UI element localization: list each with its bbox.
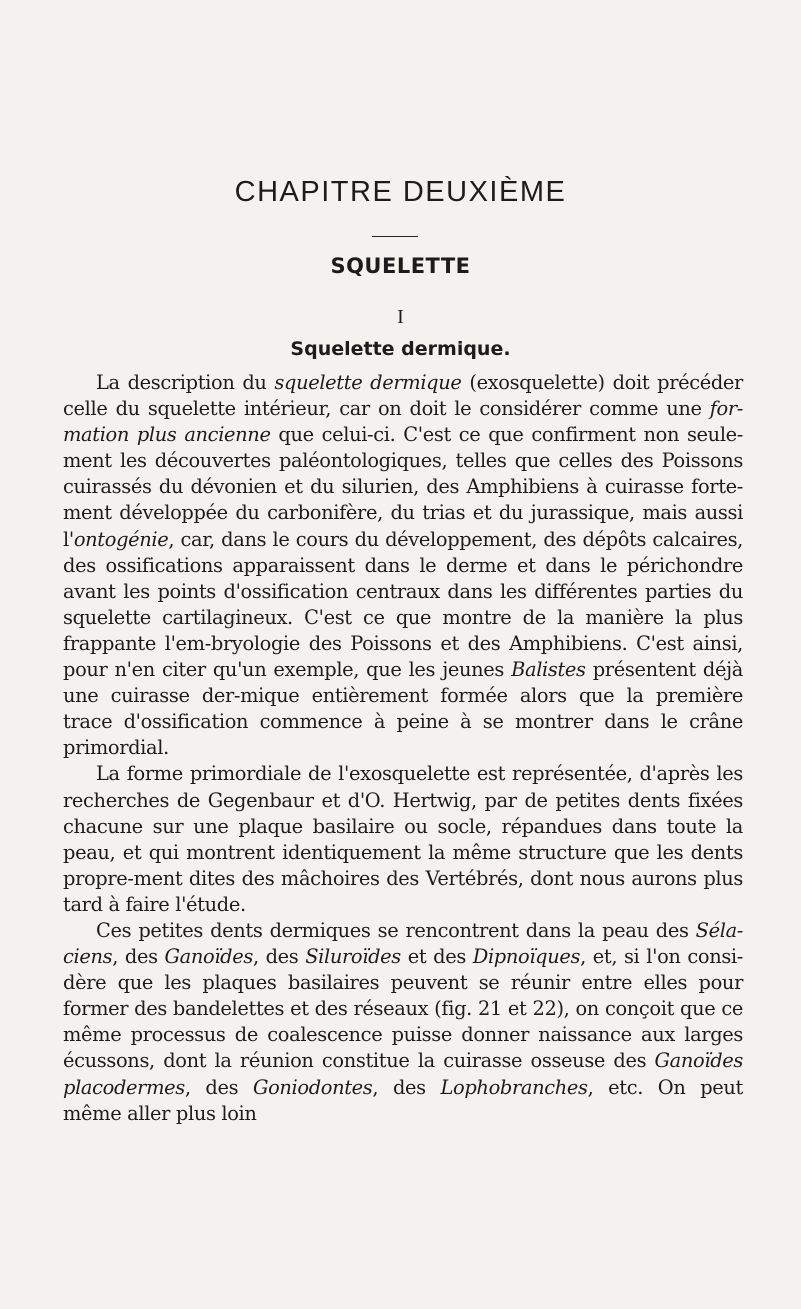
text-run: et des — [400, 945, 473, 969]
subsection-title: Squelette dermique. — [290, 338, 511, 360]
text-run: , et, si l'on consi-dère que les plaques basilaires peuvent se réunir entre elles pour former des bandelettes et des réseaux (fig. 21 et 22), on conçoit que ce même processus de coalescence puisse donner naissance aux larges écussons, dont la réunion constitue la cuirasse osseuse des — [63, 945, 743, 1073]
paragraph — [63, 761, 743, 918]
text-run: , des — [184, 1075, 253, 1099]
italic-text: Dipnoïques — [472, 945, 581, 969]
text-run: présentent déjà une cuirasse der-mique entièrement formée alors que la première trace d'ossification commence à peine à se montrer dans le crâne primordial. — [63, 658, 743, 760]
italic-text: Goniodontes — [252, 1075, 373, 1099]
body-text — [63, 370, 743, 1127]
text-run: La forme primordiale de l'exosquelette est représentée, d'après les recherches de Gegenbaur et d'O. Hertwig, par de petites dents fixées chacune sur une plaque basilaire ou socle, répandues dans toute la peau, et qui montrent identiquement la même structure que les dents propre-ment dites des mâchoires des Vertébrés, dont nous aurons plus tard à faire l'étude. — [63, 762, 743, 916]
paragraph — [63, 370, 743, 761]
italic-text: for-mation plus ancienne — [63, 397, 743, 447]
paragraph — [63, 918, 743, 1127]
italic-text: Siluroïdes — [305, 945, 401, 969]
text-run: Ces petites dents dermiques se rencontrent dans la peau des — [96, 918, 696, 942]
text-run: , etc. On peut même aller plus loin — [63, 1075, 743, 1125]
italic-text: Lophobranches — [440, 1075, 588, 1099]
italic-text: Ganoïdes placodermes — [63, 1049, 743, 1099]
text-run: , des — [112, 945, 165, 969]
italic-text: squelette dermique — [274, 371, 462, 394]
section-title: SQUELETTE — [330, 254, 471, 278]
heading-divider — [372, 236, 418, 237]
italic-text: Balistes — [511, 658, 586, 682]
text-run: La description du — [96, 371, 275, 394]
text-run: , car, dans le cours du développement, des dépôts calcaires, des ossifications apparaissent dans le derme et dans le périchondre avant les points d'ossification centraux dans les différentes parties du squelette cartilagineux. C'est ce que montre de la manière la plus frappante l'em-bryologie des Poissons et des Amphibiens. C'est ainsi, pour n'en citer qu'un exemple, que les jeunes — [63, 527, 743, 682]
text-run: que celui-ci. C'est ce que confirment non seule-ment les découvertes paléontologiques, telles que celles des Poissons cuirassés du dévonien et du silurien, des Amphibiens à cuirasse forte-ment développée du carbonifère, du trias et du jurassique, mais aussi l' — [63, 423, 743, 551]
italic-text: Séla-ciens — [63, 918, 743, 969]
text-run: (exosquelette) doit précéder celle du squelette intérieur, car on doit le considérer comme une — [63, 371, 743, 421]
text-run: , des — [252, 945, 306, 969]
section-number: I — [397, 306, 404, 328]
text-run: , des — [372, 1075, 441, 1099]
italic-text: Ganoïdes — [164, 945, 253, 969]
italic-text: ontogénie — [73, 527, 169, 551]
chapter-heading: CHAPITRE DEUXIÈME — [234, 176, 567, 208]
